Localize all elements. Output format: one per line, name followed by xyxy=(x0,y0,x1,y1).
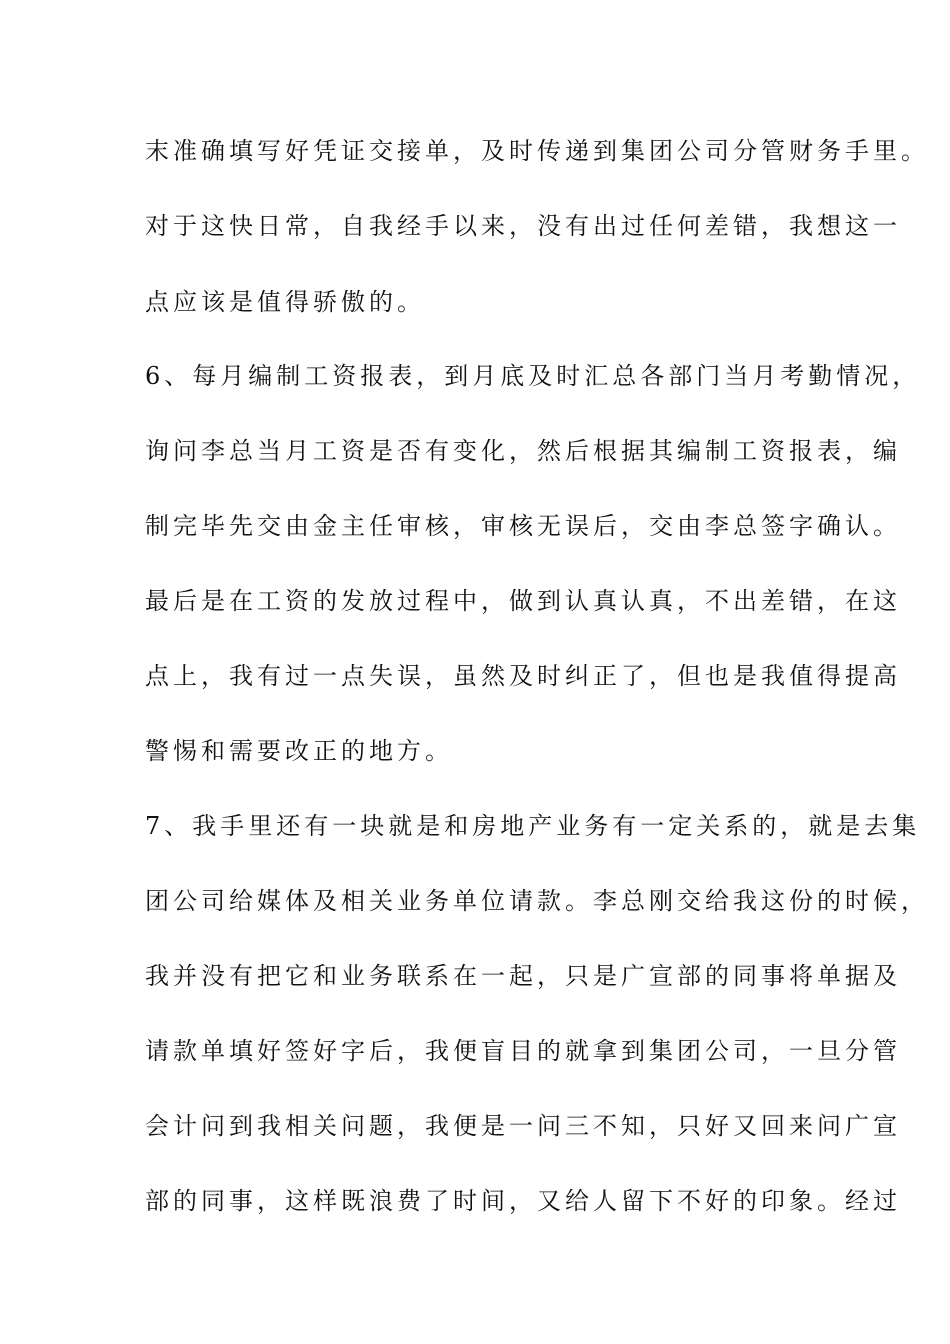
text-line: 询问李总当月工资是否有变化，然后根据其编制工资报表，编 xyxy=(145,437,901,465)
text-line: 会计问到我相关问题，我便是一问三不知，只好又回来问广宣 xyxy=(145,1112,901,1140)
text-line: 警惕和需要改正的地方。 xyxy=(145,737,453,765)
text-line: 团公司给媒体及相关业务单位请款。李总刚交给我这份的时候， xyxy=(145,887,929,915)
text-line: 我并没有把它和业务联系在一起，只是广宣部的同事将单据及 xyxy=(145,962,901,990)
text-line: 点上，我有过一点失误，虽然及时纠正了，但也是我值得提高 xyxy=(145,662,901,690)
text-line: 最后是在工资的发放过程中，做到认真认真，不出差错，在这 xyxy=(145,587,901,615)
text-line: 请款单填好签好字后，我便盲目的就拿到集团公司，一旦分管 xyxy=(145,1037,901,1065)
text-line: 6、每月编制工资报表，到月底及时汇总各部门当月考勤情况， xyxy=(145,362,921,390)
text-line: 点应该是值得骄傲的。 xyxy=(145,288,425,316)
text-line: 部的同事，这样既浪费了时间，又给人留下不好的印象。经过 xyxy=(145,1187,901,1215)
text-line: 7、我手里还有一块就是和房地产业务有一定关系的，就是去集 xyxy=(145,812,921,840)
text-line: 末准确填写好凭证交接单，及时传递到集团公司分管财务手里。 xyxy=(145,137,929,165)
text-line: 制完毕先交由金主任审核，审核无误后，交由李总签字确认。 xyxy=(145,512,901,540)
text-line: 对于这快日常，自我经手以来，没有出过任何差错，我想这一 xyxy=(145,212,901,240)
